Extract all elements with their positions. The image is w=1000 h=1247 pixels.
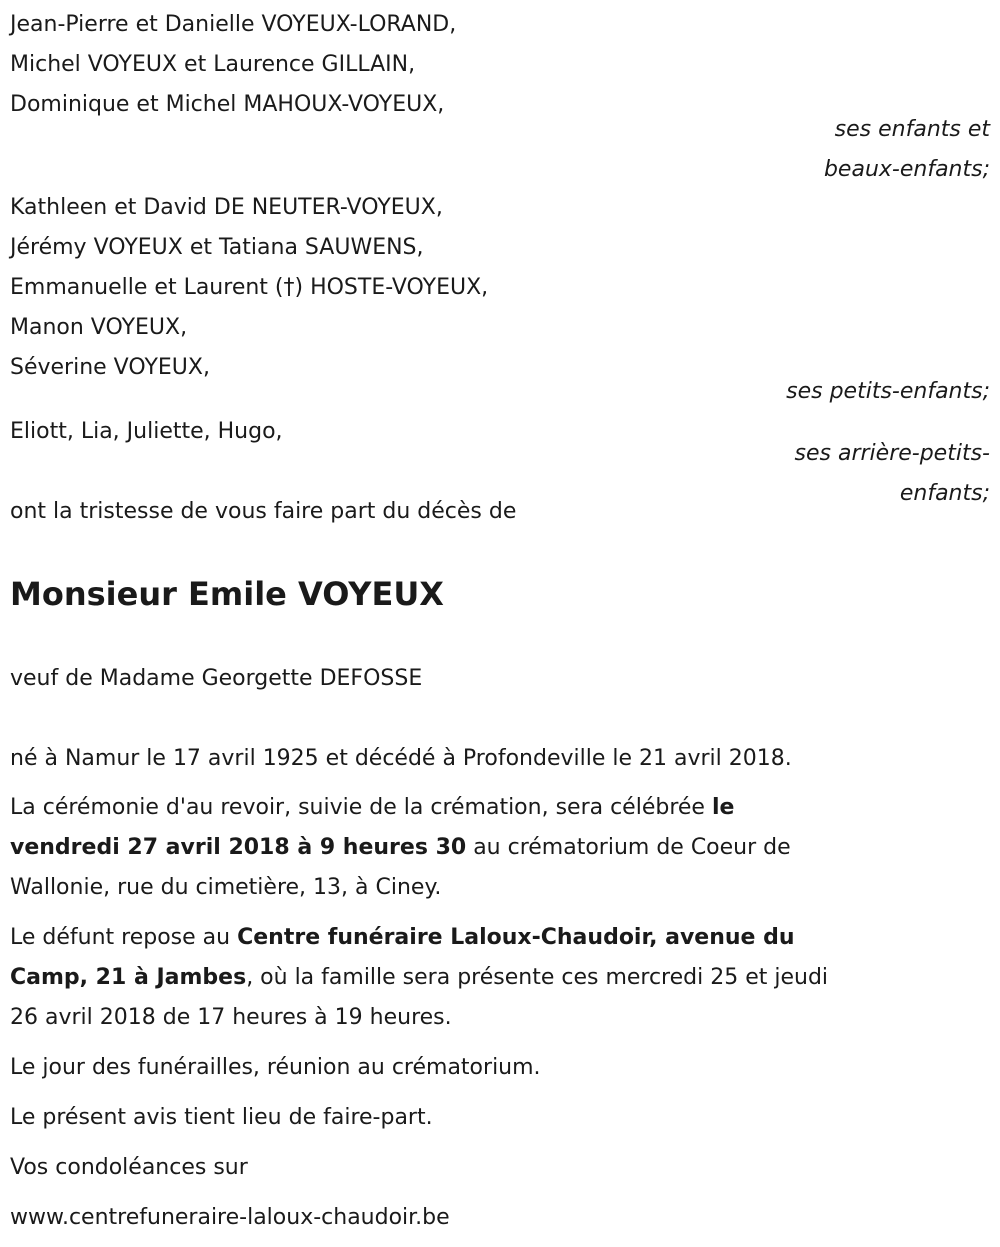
relation-label: beaux-enfants; (823, 157, 990, 182)
widow-line: veuf de Madame Georgette DEFOSSE (10, 666, 423, 691)
family-line: Michel VOYEUX et Laurence GILLAIN, (10, 52, 416, 77)
deceased-name: Monsieur Emile VOYEUX (10, 575, 444, 613)
family-line: Emmanuelle et Laurent (†) HOSTE-VOYEUX, (10, 275, 489, 300)
family-line: Dominique et Michel MAHOUX-VOYEUX, (10, 92, 445, 117)
text: Le défunt repose au (10, 925, 238, 950)
website-link[interactable]: www.centrefuneraire-laloux-chaudoir.be (10, 1205, 450, 1230)
text: au crématorium de Coeur de (466, 835, 791, 860)
ceremony-line: Wallonie, rue du cimetière, 13, à Ciney. (10, 875, 442, 900)
family-line: Jérémy VOYEUX et Tatiana SAUWENS, (10, 235, 424, 260)
condolences-line: Vos condoléances sur (10, 1155, 248, 1180)
ceremony-date: vendredi 27 avril 2018 à 9 heures 30 (10, 835, 467, 860)
relation-label: ses enfants et (834, 117, 990, 142)
funeral-home-address: Camp, 21 à Jambes (10, 965, 247, 990)
announcement: ont la tristesse de vous faire part du décès de (10, 499, 517, 524)
rest-line: 26 avril 2018 de 17 heures à 19 heures. (10, 1005, 452, 1030)
family-line: Séverine VOYEUX, (10, 355, 210, 380)
funeral-day-line: Le jour des funérailles, réunion au crématorium. (10, 1055, 541, 1080)
text-bold: le (711, 795, 735, 820)
family-line: Jean-Pierre et Danielle VOYEUX-LORAND, (10, 12, 457, 37)
notice-line: Le présent avis tient lieu de faire-part. (10, 1105, 433, 1130)
relation-label: ses petits-enfants; (786, 379, 990, 404)
text: , où la famille sera présente ces mercredi 25 et jeudi (246, 965, 829, 990)
funeral-home: Centre funéraire Laloux-Chaudoir, avenue du (237, 925, 795, 950)
family-line: Manon VOYEUX, (10, 315, 188, 340)
ceremony-line (10, 793, 734, 823)
birth-death-line: né à Namur le 17 avril 1925 et décédé à Profondeville le 21 avril 2018. (10, 746, 792, 771)
relation-label: enfants; (899, 481, 990, 506)
ceremony-line (10, 833, 791, 863)
rest-line (10, 923, 795, 953)
relation-label: ses arrière-petits- (794, 441, 990, 466)
family-line: Eliott, Lia, Juliette, Hugo, (10, 419, 283, 444)
rest-line (10, 963, 828, 993)
family-line: Kathleen et David DE NEUTER-VOYEUX, (10, 195, 443, 220)
text: La cérémonie d'au revoir, suivie de la crémation, sera célébrée (10, 795, 712, 820)
